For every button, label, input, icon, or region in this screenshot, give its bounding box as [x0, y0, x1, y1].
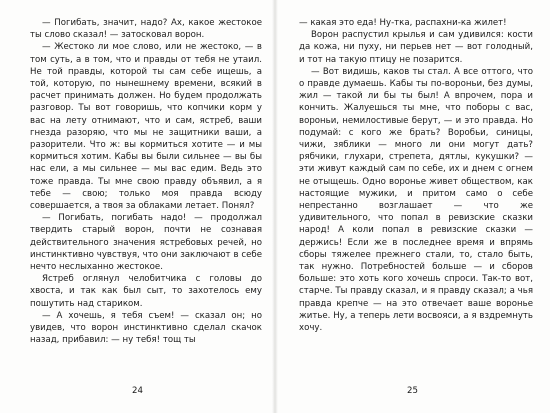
paragraph: — Погибать, значит, надо? Ах, какое жестокое ты слово сказал! — затосковал ворон. — [30, 18, 262, 41]
paragraph: — Погибать, погибать надо! — продолжал твердить старый ворон, почти не сознавая действительного значения ястребовых речей, но инстинктивно чувствуя, что они заключают в себе нечто неслыханно жестокое. — [30, 213, 262, 273]
left-page-text — [30, 17, 262, 346]
right-page-text — [299, 17, 533, 334]
paragraph: Ястреб оглянул челобитчика с головы до хвоста, и так как был сыт, то захотелось ему пошутить над стариком. — [30, 274, 262, 309]
continuation-line: — какая это еда! Ну-тка, распахни-ка жилет! — [299, 18, 507, 28]
page-number-left: 24 — [132, 386, 143, 396]
right-page — [275, 0, 550, 413]
paragraph: Ворон распустил крылья и сам удивился: кости да кожа, ни пуху, ни перьев нет — вот голодный, и тот на такую птицу не позарится. — [299, 30, 533, 65]
paragraph: — Жестоко ли мое слово, или не жестоко, — в том суть, а в том, что и правды от тебя не утаил. Не той правды, которой ты сам себе ищешь, а той, которую, по нынешнему времени, всякий в расчет принимать должен. Но будем продолжать разговор. Ты вот говоришь, что копчики корм у вас на лету отнимают, что и сам, ястреб, ваши гнезда разоряю, что мы не защитники ваши, а разорители. Что ж: вы кормиться хотите — и мы кормиться хотим. Кабы вы были сильнее — вы бы нас ели, а мы сильнее — мы вас едим. Ведь это тоже правда. Ты мне свою правду объявил, а я тебе — свою; только моя правда всюду совершается, а твоя за облаками летает. Понял? — [30, 42, 262, 212]
paragraph: — А хочешь, я тебя съем! — сказал он; но увидев, что ворон инстинктивно сделал скачок назад, прибавил: — ну тебя! тощ ты — [30, 310, 262, 346]
page-number-right: 25 — [407, 386, 418, 396]
paragraph: — Вот видишь, каков ты стал. А все оттого, что о правде думаешь. Кабы ты по-вороньи, без думы, жил — такой ли бы ты был! А впрочем, пора и кончить. Жалуешься ты мне, что поборы с вас, вороньи, немилостивые берут, — и это правда. Но подумай: с кого же брать? Воробьи, синицы, чижи, зяблики — много ли они могут дать? рябчики, глухари, стрепета, дятлы, кукушки? — эти живут каждый сам по себе, их и днем с огнем не отыщешь. Одно воронье живет обществом, как настоящие мужики, и притом само о себе непрестанно возглашает — что же удивительного, что попал в ревизские сказки народ! А коли попал в ревизские сказки — держись! Если же в последнее время и впрямь сборы тяжелее прежнего стали, то, стало быть, так нужно. Потребностей больше — и сборов больше: это хоть кого хочешь спроси. Так-то вот, старче. Ты правду сказал, и я правду сказал; а чья правда крепче — на это отвечает ваше воронье житье. Ну, а теперь лети восвояси, а я вздремнуть хочу. — [299, 66, 533, 334]
